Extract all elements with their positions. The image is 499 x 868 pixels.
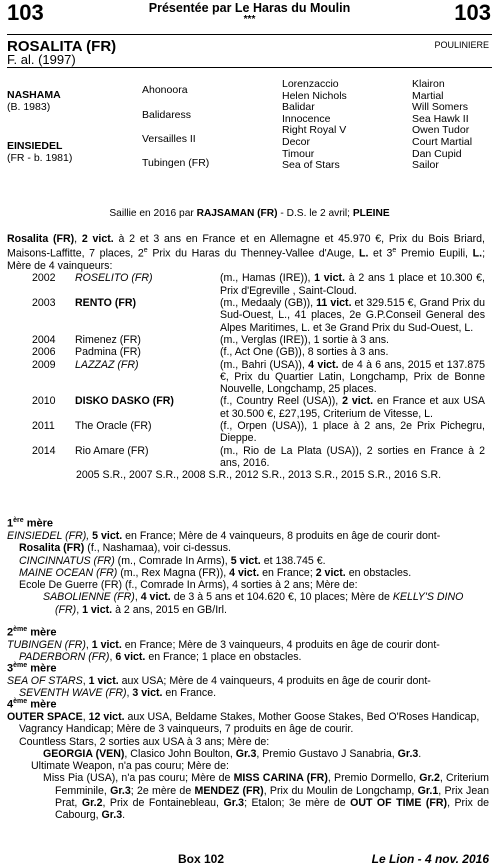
first-dam-line5: Ecole De Guerre (FR) (f., Comrade In Arms), 4 sorties à 2 ans; Mère de: (19, 579, 358, 592)
first-dam-line4: MAINE OCEAN (FR) (m., Rex Magna (FR)), 4 vict. en France; 2 vict. en obstacles. (19, 566, 412, 579)
pedigree-g3-1: Martial (412, 89, 444, 102)
fourth-dam-section (7, 696, 489, 822)
first-dam-line2: Rosalita (FR) (f., Nashamaa), voir ci-dessus. (19, 542, 231, 555)
pedigree-g3-5: Court Martial (412, 135, 473, 148)
produce-description: (m., Verglas (IRE)), 1 sortie à 3 ans. (220, 333, 389, 346)
pedigree-g1-2: Versailles II (142, 133, 196, 145)
pedigree-g2-1: Helen Nichols (282, 89, 347, 102)
horse-category: POULINIERE (434, 40, 489, 50)
first-dam-line1: EINSIEDEL (FR), 5 vict. en France; Mère de 4 vainqueurs, 8 produits en âge de courir dont- (7, 529, 441, 542)
presented-by: Présentée par Le Haras du Moulin (148, 1, 351, 15)
pedigree-g2-7: Sea of Stars (282, 159, 340, 172)
produce-description: (f., Act One (GB)), 8 sorties à 3 ans. (220, 346, 389, 359)
produce-row (32, 420, 485, 445)
pedigree-g3-4: Owen Tudor (412, 124, 470, 137)
second-dam-line2: PADERBORN (FR), 6 vict. en France; 1 place en obstacles. (19, 651, 302, 664)
record-section (7, 233, 485, 481)
produce-year: 2006 (32, 346, 56, 359)
produce-year: 2014 (32, 444, 56, 457)
third-dam-section (7, 660, 489, 700)
pedigree-g1-3: Tubingen (FR) (142, 157, 210, 169)
pedigree-g3 (412, 79, 472, 172)
first-dam-section (7, 515, 489, 616)
produce-name: LAZZAZ (FR) (75, 358, 139, 371)
pedigree-g2 (282, 79, 347, 172)
horse-description: F. al. (1997) (7, 52, 76, 67)
produce-row (32, 272, 485, 297)
produce-year: 2004 (32, 333, 56, 346)
pedigree-g3-0: Klairon (412, 78, 445, 90)
pedigree-g2-3: Innocence (282, 112, 331, 125)
pedigree-g2-0: Lorenzaccio (282, 78, 339, 90)
pedigree-g3-7: Sailor (412, 159, 439, 172)
produce-description: (m., Medaaly (GB)), 11 vict. et 329.515 €, Grand Prix du Sud-Ouest, L., 41 places, 2e G.P.Conseil General des Alpes Maritimes, L. et 3e Grand Prix du Sud-Ouest, L. (220, 297, 485, 334)
pedigree-g3-3: Sea Hawk II (412, 112, 469, 125)
saillie-line: Saillie en 2016 par RAJSAMAN (FR) - D.S. le 2 avril; PLEINE (109, 208, 390, 219)
pedigree-g2-2: Balidar (282, 101, 315, 114)
produce-name: Rio Amare (FR) (75, 444, 149, 457)
produce-description: (m., Bahri (USA)), 4 vict. de 4 à 6 ans, 2015 et 137.875 €, Prix du Quartier Latin, Longchamp, Prix de Bonne Nouvelle, Longchamp, 25 places. (220, 358, 485, 396)
fourth-dam-line2: Countless Stars, 2 sorties aux USA à 3 ans; Mère de: (19, 735, 270, 748)
pedigree-g3-2: Will Somers (412, 101, 469, 114)
produce-description: (f., Orpen (USA)), 1 place à 2 ans, 2e Prix Pichegru, Dieppe. (220, 419, 485, 445)
produce-description: (f., Country Reel (USA)), 2 vict. en France et aux USA et 30.500 €, £27,195, Criterium de Vitesse, L. (220, 395, 485, 420)
produce-row (32, 334, 485, 346)
horse-name: ROSALITA (FR) (7, 38, 117, 55)
produce-row (32, 445, 485, 470)
produce-name: Padmina (FR) (75, 346, 141, 359)
header-stars: *** (243, 14, 256, 25)
second-dam-line1: TUBINGEN (FR), 1 vict. en France; Mère de 3 vainqueurs, 4 produits en âge de courir dont- (7, 638, 440, 651)
pedigree-divider (7, 67, 492, 68)
produce-row (32, 359, 485, 396)
pedigree-dam-info: (FR - b. 1981) (7, 152, 73, 164)
pedigree-g2-4: Right Royal V (282, 124, 347, 137)
third-dam-heading: 3ème mère (7, 662, 57, 675)
third-dam-line1: SEA OF STARS, 1 vict. aux USA; Mère de 4 vainqueurs, 4 produits en âge de courir dont- (7, 674, 431, 687)
produce-year: 2009 (32, 358, 56, 371)
produce-description: (m., Hamas (IRE)), 1 vict. à 2 ans 1 place et 10.300 €, Prix d'Egreville , Saint-Cloud. (220, 272, 485, 297)
sr-line: 2005 S.R., 2007 S.R., 2008 S.R., 2012 S.R., 2013 S.R., 2015 S.R., 2016 S.R. (76, 469, 442, 482)
second-dam-section (7, 624, 489, 664)
fourth-dam-line3: GEORGIA (VEN), Clasico John Boulton, Gr.3, Premio Gustavo J Sanabria, Gr.3. (43, 747, 422, 760)
fourth-dam-line4: Ultimate Weapon, n'a pas couru; Mère de: (31, 760, 229, 773)
pedigree-g1-0: Ahonoora (142, 84, 188, 96)
fourth-dam-heading: 4ème mère (7, 698, 57, 711)
footer-date: Le Lion - 4 nov. 2016 (371, 852, 489, 866)
first-dam-line6: SABOLIENNE (FR), 4 vict. de 3 à 5 ans et 104.620 €, 10 places; Mère de KELLY'S DINO (FR), 1 vict. à 2 ans, 2015 en GB/Irl. (43, 591, 464, 616)
first-dam-line3: CINCINNATUS (FR) (m., Comrade In Arms), 5 vict. et 138.745 €. (19, 554, 326, 567)
header-divider (7, 34, 492, 35)
pedigree-g1-1: Balidaress (142, 109, 192, 121)
pedigree-sire: NASHAMA (7, 89, 61, 101)
third-dam-line2: SEVENTH WAVE (FR), 3 vict. en France. (19, 687, 217, 700)
fourth-dam-line1: OUTER SPACE, 12 vict. aux USA, Beldame Stakes, Mother Goose Stakes, Bed O'Roses Handicap, Vagrancy Handicap; Mère de 3 vainqueurs, 7 produits en âge de courir. (7, 710, 480, 736)
pedigree-g3-6: Dan Cupid (412, 147, 462, 160)
produce-description: (m., Rio de La Plata (USA)), 2 sorties en France à 2 ans, 2016. (220, 444, 485, 469)
produce-row (32, 346, 485, 358)
record-intro: Rosalita (FR), 2 vict. à 2 et 3 ans en France et en Allemagne et 45.970 €, Prix du Bois Briard, Maisons-Laffitte, 7 places, 2e Prix du Haras du Thenney-Vallee d'Auge, L. et 3e Premio Eupili, L.; Mère de 4 vainqueurs: (7, 233, 486, 273)
first-dam-heading: 1ère mère (7, 517, 53, 530)
pedigree-g2-6: Timour (282, 147, 315, 160)
produce-name: ROSELITO (FR) (75, 272, 153, 285)
lot-number-right: 103 (454, 0, 491, 25)
produce-table (32, 272, 485, 469)
second-dam-heading: 2ème mère (7, 626, 57, 639)
produce-name: RENTO (FR) (75, 297, 137, 310)
produce-row (32, 297, 485, 334)
pedigree-sire-info: (B. 1983) (7, 101, 51, 113)
produce-year: 2003 (32, 297, 56, 310)
produce-year: 2010 (32, 395, 56, 408)
produce-year: 2002 (32, 272, 56, 285)
produce-row (32, 395, 485, 420)
pedigree-dam: EINSIEDEL (7, 140, 63, 152)
produce-name: DISKO DASKO (FR) (75, 395, 174, 408)
pedigree-g2-5: Decor (282, 135, 311, 148)
produce-name: The Oracle (FR) (75, 419, 152, 432)
lot-number-left: 103 (7, 0, 44, 25)
produce-name: Rimenez (FR) (75, 333, 141, 346)
produce-year: 2011 (32, 419, 55, 432)
footer-box: Box 102 (178, 852, 225, 866)
fourth-dam-line5: Miss Pia (USA), n'a pas couru; Mère de MISS CARINA (FR), Premio Dormello, Gr.2, Criterium Femminile, Gr.3; 2e mère de MENDEZ (FR), Prix du Moulin de Longchamp, Gr.1, Prix Jean Prat, Gr.2, Prix de Fontainebleau, Gr.3; Etalon; 3e mère de OUT OF TIME (FR), Prix de Cabourg, Gr.3. (43, 772, 490, 822)
